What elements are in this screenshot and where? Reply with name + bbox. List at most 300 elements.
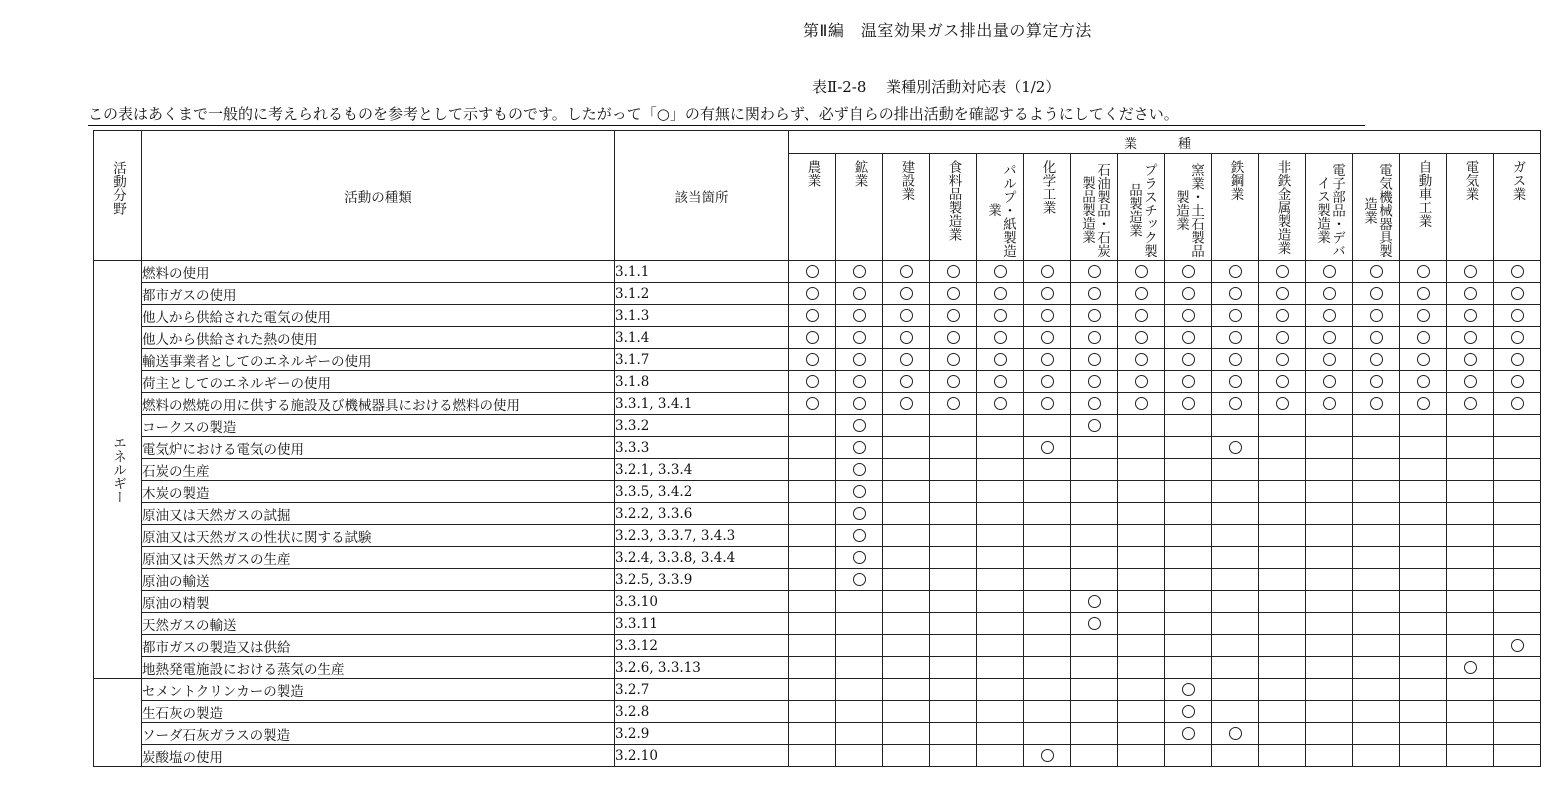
circle-mark-icon [1135,309,1148,322]
mark-cell [1024,613,1071,635]
mark-cell [1024,371,1071,393]
mark-cell [1353,459,1400,481]
circle-mark-icon [994,375,1007,388]
activity-cell: 原油又は天然ガスの性状に関する試験 [142,525,615,547]
mark-cell [930,635,977,657]
activity-cell: 原油の輸送 [142,569,615,591]
circle-mark-icon [1511,639,1524,652]
mark-cell [1259,745,1306,767]
mark-cell [930,745,977,767]
mark-cell [1494,459,1541,481]
mark-cell [1165,459,1212,481]
mark-cell [1118,283,1165,305]
mark-cell [1353,415,1400,437]
circle-mark-icon [947,287,960,300]
mark-cell [1212,745,1259,767]
mark-cell [1259,481,1306,503]
circle-mark-icon [1041,353,1054,366]
circle-mark-icon [853,551,866,564]
circle-mark-icon [1276,353,1289,366]
mark-cell [1400,437,1447,459]
mark-cell [1118,701,1165,723]
mark-cell [1306,327,1353,349]
mark-cell [883,393,930,415]
activity-cell: 都市ガスの使用 [142,283,615,305]
circle-mark-icon [853,463,866,476]
reference-cell: 3.2.1, 3.3.4 [615,459,789,481]
mark-cell [1494,437,1541,459]
activity-cell: 荷主としてのエネルギーの使用 [142,371,615,393]
circle-mark-icon [1135,397,1148,410]
mark-cell [930,503,977,525]
mark-cell [1259,547,1306,569]
mark-cell [1353,635,1400,657]
mark-cell [1259,283,1306,305]
mark-cell [1447,613,1494,635]
mark-cell [930,305,977,327]
mark-cell [1165,635,1212,657]
mark-cell [930,393,977,415]
mark-cell [1165,327,1212,349]
mark-cell [977,305,1024,327]
industry-group-label: 業 種 [1123,136,1205,152]
mark-cell [1494,569,1541,591]
mark-cell [1447,723,1494,745]
circle-mark-icon [1323,375,1336,388]
mark-cell [1306,679,1353,701]
circle-mark-icon [994,397,1007,410]
mark-cell [883,283,930,305]
circle-mark-icon [994,331,1007,344]
mark-cell [930,371,977,393]
mark-cell [1447,569,1494,591]
circle-mark-icon [1135,331,1148,344]
mark-cell [1259,305,1306,327]
mark-cell [1494,701,1541,723]
mark-cell [1212,327,1259,349]
reference-cell: 3.2.6, 3.3.13 [615,657,789,679]
circle-mark-icon [853,485,866,498]
table-row [94,547,1541,569]
mark-cell [789,613,836,635]
mark-cell [1212,415,1259,437]
mark-cell [1400,657,1447,679]
mark-cell [1447,283,1494,305]
circle-mark-icon [1088,375,1101,388]
mark-cell [1259,569,1306,591]
reference-cell: 3.3.11 [615,613,789,635]
mark-cell [977,701,1024,723]
mark-cell [836,393,883,415]
table-row [94,723,1541,745]
activity-cell: 生石灰の製造 [142,701,615,723]
mark-cell [1212,525,1259,547]
circle-mark-icon [1229,353,1242,366]
mark-cell [836,569,883,591]
mark-cell [1259,437,1306,459]
mark-cell [1353,261,1400,283]
table-row [94,679,1541,701]
mark-cell [1353,437,1400,459]
mark-cell [836,657,883,679]
mark-cell [1024,569,1071,591]
circle-mark-icon [1182,375,1195,388]
mark-cell [1212,481,1259,503]
industry-header [1212,154,1259,261]
mark-cell [1306,481,1353,503]
mark-cell [883,745,930,767]
mark-cell [1165,393,1212,415]
mark-cell [977,635,1024,657]
mark-cell [930,327,977,349]
mark-cell [1259,327,1306,349]
mark-cell [1400,503,1447,525]
mark-cell [1118,723,1165,745]
part-title: 第Ⅱ編 温室効果ガス排出量の算定方法 [803,21,1092,40]
mark-cell [1306,459,1353,481]
industry-header-label: 石油製品・石炭製品製造業 [1079,162,1110,258]
circle-mark-icon [1323,353,1336,366]
circle-mark-icon [900,375,913,388]
table-row [94,591,1541,613]
mark-cell [930,261,977,283]
activity-header [142,131,615,261]
mark-cell [1024,283,1071,305]
mark-cell [1024,327,1071,349]
mark-cell [1306,591,1353,613]
mark-cell [1165,723,1212,745]
mark-cell [1353,525,1400,547]
mark-cell [1259,261,1306,283]
circle-mark-icon [1229,375,1242,388]
mark-cell [836,437,883,459]
mark-cell [883,569,930,591]
activity-cell: 木炭の製造 [142,481,615,503]
mark-cell [1118,657,1165,679]
circle-mark-icon [1370,309,1383,322]
mark-cell [1400,327,1447,349]
mark-cell [1494,305,1541,327]
mark-cell [1024,657,1071,679]
mark-cell [977,525,1024,547]
mark-cell [883,437,930,459]
circle-mark-icon [1041,749,1054,762]
mark-cell [789,415,836,437]
activity-cell: 地熱発電施設における蒸気の生産 [142,657,615,679]
circle-mark-icon [1229,265,1242,278]
circle-mark-icon [1464,397,1477,410]
industry-header [1165,154,1212,261]
mark-cell [977,283,1024,305]
mark-cell [1118,613,1165,635]
mark-cell [1353,305,1400,327]
mark-cell [1212,657,1259,679]
circle-mark-icon [1370,265,1383,278]
circle-mark-icon [853,397,866,410]
mark-cell [977,371,1024,393]
mark-cell [930,349,977,371]
mark-cell [1353,393,1400,415]
mark-cell [930,525,977,547]
mark-cell [1259,349,1306,371]
circle-mark-icon [947,265,960,278]
table-row [94,503,1541,525]
mark-cell [1259,701,1306,723]
circle-mark-icon [806,353,819,366]
circle-mark-icon [1135,287,1148,300]
circle-mark-icon [1088,617,1101,630]
mark-cell [1024,635,1071,657]
mark-cell [1400,415,1447,437]
industry-header [789,154,836,261]
mark-cell [1494,547,1541,569]
reference-header-label: 該当箇所 [674,189,729,206]
circle-mark-icon [853,441,866,454]
mark-cell [836,745,883,767]
mark-cell [883,613,930,635]
reference-header [615,131,789,261]
mark-cell [1165,481,1212,503]
mark-cell [1212,393,1259,415]
activity-cell: 天然ガスの輸送 [142,613,615,635]
mark-cell [1400,349,1447,371]
circle-mark-icon [853,529,866,542]
circle-mark-icon [853,419,866,432]
mark-cell [1024,525,1071,547]
mark-cell [1400,261,1447,283]
reference-cell: 3.2.9 [615,723,789,745]
mark-cell [1400,701,1447,723]
mark-cell [1447,547,1494,569]
circle-mark-icon [1464,265,1477,278]
mark-cell [883,327,930,349]
mark-cell [1353,745,1400,767]
mark-cell [1165,437,1212,459]
mark-cell [1118,591,1165,613]
mark-cell [1353,657,1400,679]
mark-cell [883,525,930,547]
table-row [94,437,1541,459]
industry-header-label: 食料品製造業 [945,160,962,241]
circle-mark-icon [1464,287,1477,300]
industry-header-label: 自動車工業 [1415,160,1432,228]
mark-cell [1118,547,1165,569]
mark-cell [883,679,930,701]
mark-cell [1494,393,1541,415]
mark-cell [836,415,883,437]
mark-cell [836,679,883,701]
mark-cell [1353,679,1400,701]
mark-cell [1494,261,1541,283]
circle-mark-icon [1511,331,1524,344]
circle-mark-icon [1417,397,1430,410]
mark-cell [1494,745,1541,767]
mark-cell [1306,613,1353,635]
mark-cell [977,261,1024,283]
mark-cell [930,459,977,481]
mark-cell [1353,327,1400,349]
mark-cell [1071,437,1118,459]
mark-cell [883,701,930,723]
mark-cell [1259,415,1306,437]
mark-cell [836,327,883,349]
mark-cell [1024,481,1071,503]
mark-cell [1212,459,1259,481]
circle-mark-icon [947,331,960,344]
mark-cell [836,481,883,503]
mark-cell [1118,393,1165,415]
mark-cell [1165,371,1212,393]
mark-cell [1447,393,1494,415]
circle-mark-icon [806,265,819,278]
mark-cell [1024,415,1071,437]
circle-mark-icon [1182,727,1195,740]
reference-cell: 3.3.10 [615,591,789,613]
circle-mark-icon [994,309,1007,322]
mark-cell [1118,459,1165,481]
circle-mark-icon [853,287,866,300]
reference-cell: 3.2.3, 3.3.7, 3.4.3 [615,525,789,547]
activity-cell: 石炭の生産 [142,459,615,481]
circle-mark-icon [1041,265,1054,278]
mark-cell [1212,635,1259,657]
circle-mark-icon [1229,441,1242,454]
circle-mark-icon [1511,375,1524,388]
industry-header [1494,154,1541,261]
industry-header-label: 電子部品・デバイス製造業 [1314,162,1345,258]
mark-cell [1118,569,1165,591]
mark-cell [1494,503,1541,525]
activity-cell: セメントクリンカーの製造 [142,679,615,701]
mark-cell [1212,305,1259,327]
circle-mark-icon [947,309,960,322]
reference-cell: 3.1.4 [615,327,789,349]
reference-cell: 3.3.3 [615,437,789,459]
mark-cell [1165,283,1212,305]
mark-cell [1447,437,1494,459]
mark-cell [836,613,883,635]
mark-cell [789,701,836,723]
mark-cell [1165,415,1212,437]
mark-cell [1306,745,1353,767]
mark-cell [977,657,1024,679]
mark-cell [1024,547,1071,569]
circle-mark-icon [1417,265,1430,278]
circle-mark-icon [1511,353,1524,366]
mark-cell [1494,723,1541,745]
mark-cell [1447,679,1494,701]
circle-mark-icon [1182,353,1195,366]
mark-cell [1165,305,1212,327]
industry-header-label: 農業 [804,160,821,187]
table-row [94,415,1541,437]
mark-cell [1212,349,1259,371]
mark-cell [1118,679,1165,701]
mark-cell [1306,261,1353,283]
reference-cell: 3.1.7 [615,349,789,371]
reference-cell: 3.2.10 [615,745,789,767]
circle-mark-icon [853,507,866,520]
reference-cell: 3.3.1, 3.4.1 [615,393,789,415]
circle-mark-icon [1417,331,1430,344]
mark-cell [1024,305,1071,327]
mark-cell [1118,437,1165,459]
mark-cell [1118,503,1165,525]
circle-mark-icon [1182,397,1195,410]
mark-cell [789,261,836,283]
mark-cell [1165,569,1212,591]
industry-header-label: 窯業・土石製品製造業 [1173,162,1204,258]
reference-cell: 3.2.4, 3.3.8, 3.4.4 [615,547,789,569]
mark-cell [1071,679,1118,701]
mark-cell [930,481,977,503]
industry-header-label: 電気業 [1462,160,1479,201]
reference-cell: 3.1.2 [615,283,789,305]
activity-cell: 原油の精製 [142,591,615,613]
circle-mark-icon [1417,353,1430,366]
mark-cell [789,305,836,327]
mark-cell [1165,701,1212,723]
circle-mark-icon [1041,287,1054,300]
mark-cell [1259,591,1306,613]
circle-mark-icon [900,331,913,344]
mark-cell [977,679,1024,701]
activity-cell: ソーダ石灰ガラスの製造 [142,723,615,745]
mark-cell [1447,503,1494,525]
mark-cell [789,569,836,591]
activity-header-label: 活動の種類 [344,189,412,206]
mark-cell [789,349,836,371]
circle-mark-icon [1417,309,1430,322]
circle-mark-icon [1464,661,1477,674]
mark-cell [789,283,836,305]
mark-cell [930,437,977,459]
activity-cell: 原油又は天然ガスの生産 [142,547,615,569]
mark-cell [1071,283,1118,305]
mark-cell [1400,459,1447,481]
mark-cell [1118,305,1165,327]
mark-cell [930,701,977,723]
mark-cell [1353,283,1400,305]
mark-cell [1071,261,1118,283]
table-row [94,569,1541,591]
mark-cell [977,613,1024,635]
mark-cell [789,635,836,657]
mark-cell [1024,437,1071,459]
mark-cell [930,679,977,701]
circle-mark-icon [1323,331,1336,344]
circle-mark-icon [1135,375,1148,388]
mark-cell [1447,591,1494,613]
reference-cell: 3.2.5, 3.3.9 [615,569,789,591]
activity-cell: コークスの製造 [142,415,615,437]
mark-cell [1071,701,1118,723]
table-row [94,305,1541,327]
activity-cell: 他人から供給された熱の使用 [142,327,615,349]
industry-header [1118,154,1165,261]
mark-cell [1447,415,1494,437]
mark-cell [1259,393,1306,415]
mark-cell [1071,613,1118,635]
circle-mark-icon [1229,331,1242,344]
mark-cell [1118,745,1165,767]
circle-mark-icon [853,309,866,322]
mark-cell [1494,415,1541,437]
mark-cell [1071,723,1118,745]
mark-cell [1024,459,1071,481]
circle-mark-icon [1464,309,1477,322]
industry-header-label: ガス業 [1509,160,1526,201]
